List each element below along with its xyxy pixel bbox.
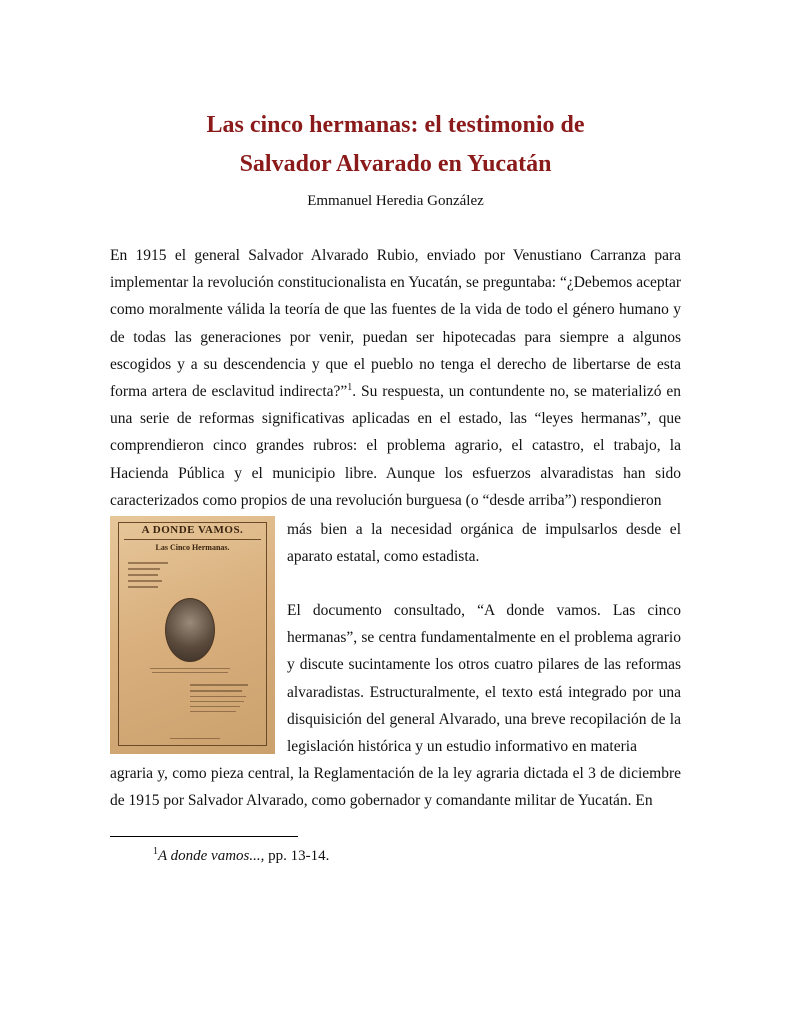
paragraph-1-text-a: En 1915 el general Salvador Alvarado Rubio, enviado por Venustiano Carranza para implementar la revolución constitucionalista en Yucatán, se preguntaba: “¿Debemos aceptar como moralmente válida la teoría de que las fuentes de la vida de todo el género humano y de todas las generaciones por venir, puedan ser hipotecadas para siempre a algunos escogidos y a su descendencia y que el pueblo no tenga el derecho de libertarse de esta forma artera de esclavitud indirecta?”	[110, 247, 681, 401]
cover-rule	[124, 539, 261, 540]
cover-text-line	[128, 568, 160, 570]
footnote-separator	[110, 836, 298, 837]
cover-text-line	[190, 706, 240, 707]
footnote	[153, 846, 329, 865]
footnote-pages: , pp. 13-14.	[260, 848, 330, 864]
cover-text-line	[128, 580, 162, 582]
cover-text-line	[190, 711, 236, 712]
cover-text-line	[190, 696, 246, 697]
cover-text-line	[190, 684, 248, 686]
paragraph-2-continued: agraria y, como pieza central, la Reglamentación de la ley agraria dictada el 3 de diciembre de 1915 por Salvador Alvarado, como gobernador y comandante militar de Yucatán. En	[110, 765, 681, 810]
booklet-cover-image	[110, 516, 275, 754]
cover-text-line	[152, 672, 228, 673]
footnote-number: 1	[153, 846, 158, 857]
footnote-title: A donde vamos...	[158, 848, 261, 864]
cover-subtitle: Las Cinco Hermanas.	[155, 543, 230, 552]
cover-title: A DONDE VAMOS.	[141, 524, 244, 536]
cover-text-line	[128, 574, 158, 576]
cover-text-line	[150, 668, 230, 669]
paragraph-2: El documento consultado, “A donde vamos. Las cinco hermanas”, se centra fundamentalmente en el problema agrario y discute sucintamente los otros cuatro pilares de las reformas alvaradistas. Estructuralmente, el texto está integrado por una disquisición del general Alvarado, una breve recopilación de la legislación histórica y un estudio informativo en materia	[287, 602, 681, 756]
cover-text-line	[190, 701, 244, 702]
cover-text-line	[128, 562, 168, 564]
paragraph-1	[110, 242, 681, 514]
portrait-image	[165, 598, 215, 662]
document-title-line1: Las cinco hermanas: el testimonio de	[206, 112, 585, 138]
cover-text-line	[190, 690, 242, 692]
footnote-reference[interactable]: 1	[347, 381, 353, 393]
cover-text-line	[128, 586, 158, 588]
author-name: Emmanuel Heredia González	[307, 193, 484, 209]
paragraph-1-text-b: . Su respuesta, un contundente no, se materializó en una serie de reformas significativas aplicadas en el estado, las “leyes hermanas”, que comprendieron cinco grandes rubros: el problema agrario, el catastro, el trabajo, la Hacienda Pública y el municipio libre. Aunque los esfuerzos alvaradistas han sido caracterizados como propios de una revolución burguesa (o “desde arriba”) respondieron	[110, 383, 681, 509]
cover-text-line	[170, 738, 220, 739]
paragraph-1-continued: más bien a la necesidad orgánica de impulsarlos desde el aparato estatal, como estadista.	[287, 521, 681, 566]
document-title-line2: Salvador Alvarado en Yucatán	[239, 151, 552, 177]
